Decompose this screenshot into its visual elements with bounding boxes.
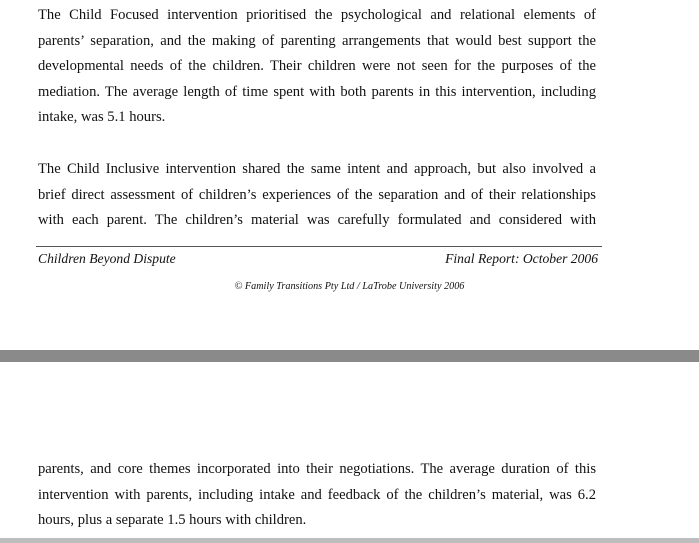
text-line: The Child Focused intervention prioritised the psychological and relational elements of — [38, 7, 596, 23]
paragraph-child-inclusive — [38, 157, 596, 234]
document-page-bottom — [0, 362, 699, 543]
text-line: mediation. The average length of time spent with both parents in this intervention, including — [38, 83, 596, 100]
text-line: The Child Inclusive intervention shared the same intent and approach, but also involved a — [38, 161, 596, 177]
footer-report-date: Final Report: October 2006 — [445, 251, 598, 266]
paragraph-child-focused — [38, 3, 596, 131]
text-line: brief direct assessment of children’s experiences of the separation and of their relationships — [38, 186, 596, 203]
text-line: parents, and core themes incorporated into their negotiations. The average duration of this — [38, 461, 596, 477]
viewer-bottom-edge — [0, 538, 699, 543]
text-line: with each parent. The children’s material was carefully formulated and considered with — [38, 212, 596, 229]
text-line: developmental needs of the children. Their children were not seen for the purposes of the — [38, 58, 596, 75]
text-line: hours, plus a separate 1.5 hours with children. — [38, 512, 307, 529]
page-separator — [0, 350, 699, 362]
footer-copyright: © Family Transitions Pty Ltd / LaTrobe University 2006 — [234, 281, 465, 292]
paragraph-continuation — [38, 457, 596, 534]
footer-divider — [36, 246, 602, 247]
footer-report-title: Children Beyond Dispute — [38, 251, 176, 266]
text-line: parents’ separation, and the making of parenting arrangements that would best support the — [38, 32, 596, 49]
text-line: intervention with parents, including intake and feedback of the children’s material, was 6.2 — [38, 486, 596, 503]
text-line: intake, was 5.1 hours. — [38, 109, 166, 126]
